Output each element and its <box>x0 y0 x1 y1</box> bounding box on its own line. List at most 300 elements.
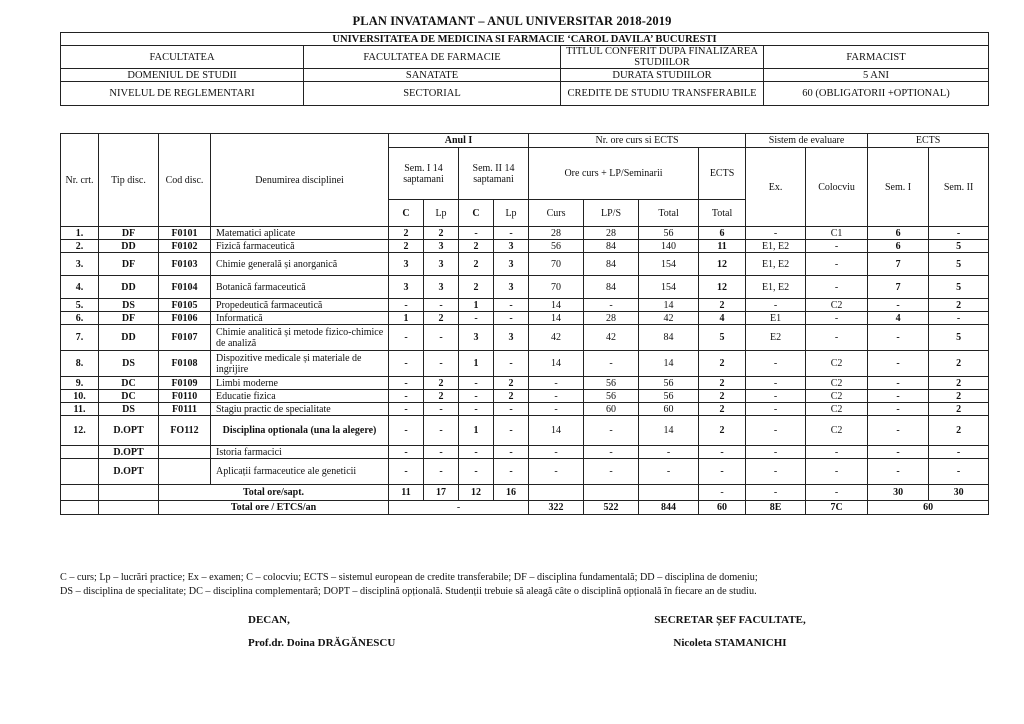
row-ects: 5 <box>699 325 746 351</box>
row-c2: - <box>459 390 494 403</box>
row-cod: F0102 <box>159 240 211 253</box>
row-cod: F0101 <box>159 227 211 240</box>
row-tip: DC <box>99 377 159 390</box>
info-value-duration: 5 ANI <box>764 69 989 82</box>
info-label-title: TITLUL CONFERIT DUPA FINALIZAREA STUDIILOR <box>561 46 764 69</box>
header-lp2: Lp <box>494 200 529 227</box>
row-total: - <box>639 459 699 485</box>
row-lp2: - <box>494 459 529 485</box>
row-ex: - <box>746 403 806 416</box>
secretary-name: Nicoleta STAMANICHI <box>673 637 787 649</box>
row-total: 154 <box>639 276 699 299</box>
row-cod: F0110 <box>159 390 211 403</box>
row-colocviu: C2 <box>806 299 868 312</box>
row-tip: D.OPT <box>99 416 159 446</box>
total-year-label: Total ore / ETCS/an <box>159 501 389 515</box>
total-year-total: 844 <box>639 501 699 515</box>
row-c2: 2 <box>459 240 494 253</box>
row-nr: 3. <box>61 253 99 276</box>
document-title: PLAN INVATAMANT – ANUL UNIVERSITAR 2018-2019 <box>352 14 672 28</box>
header-cod: Cod disc. <box>159 134 211 227</box>
row-ects-sem1: - <box>868 446 929 459</box>
row-total: 14 <box>639 351 699 377</box>
row-lps: 28 <box>584 227 639 240</box>
table-row <box>61 446 989 459</box>
row-lp2: 3 <box>494 253 529 276</box>
table-row <box>61 325 989 351</box>
row-lp2: 3 <box>494 276 529 299</box>
row-tip: DF <box>99 227 159 240</box>
row-tip: D.OPT <box>99 459 159 485</box>
university-name: UNIVERSITATEA DE MEDICINA SI FARMACIE ‘CAROL DAVILA’ BUCURESTI <box>61 33 989 46</box>
row-curs: - <box>529 403 584 416</box>
row-ects-sem1: 6 <box>868 240 929 253</box>
row-tip: D.OPT <box>99 446 159 459</box>
row-ects-sem1: - <box>868 459 929 485</box>
header-ects-sem1: Sem. I <box>868 148 929 227</box>
row-c1: - <box>389 377 424 390</box>
row-denumire: Istoria farmacici <box>211 446 389 459</box>
row-total: 14 <box>639 416 699 446</box>
total-year-empty <box>99 501 159 515</box>
row-colocviu: - <box>806 446 868 459</box>
header-curs: Curs <box>529 200 584 227</box>
row-denumire: Limbi moderne <box>211 377 389 390</box>
row-lp2: - <box>494 416 529 446</box>
table-row <box>61 390 989 403</box>
row-cod: F0108 <box>159 351 211 377</box>
row-nr: 7. <box>61 325 99 351</box>
row-ects-sem2: 2 <box>929 390 989 403</box>
row-cod: F0105 <box>159 299 211 312</box>
row-ex: - <box>746 227 806 240</box>
row-lp1: - <box>424 403 459 416</box>
header-ects-group: ECTS <box>868 134 989 148</box>
total-year-col: 7C <box>806 501 868 515</box>
row-curs: - <box>529 446 584 459</box>
info-label-credits: CREDITE DE STUDIU TRANSFERABILE <box>561 82 764 106</box>
row-c1: 1 <box>389 312 424 325</box>
row-total: - <box>639 446 699 459</box>
total-week-lp2: 16 <box>494 485 529 501</box>
row-tip: DS <box>99 299 159 312</box>
total-week-lps <box>584 485 639 501</box>
row-c1: 3 <box>389 253 424 276</box>
row-colocviu: - <box>806 325 868 351</box>
row-ex: - <box>746 446 806 459</box>
row-ects-sem1: - <box>868 403 929 416</box>
dean-role: DECAN, <box>248 614 290 626</box>
info-label-level: NIVELUL DE REGLEMENTARI <box>61 82 304 106</box>
row-colocviu: C2 <box>806 416 868 446</box>
total-year-anul: - <box>389 501 529 515</box>
row-denumire: Propedeutică farmaceutică <box>211 299 389 312</box>
row-tip: DC <box>99 390 159 403</box>
row-cod: FO112 <box>159 416 211 446</box>
row-curs: - <box>529 377 584 390</box>
header-anul: Anul I <box>389 134 529 148</box>
row-lps: 84 <box>584 253 639 276</box>
row-c2: 1 <box>459 351 494 377</box>
table-row <box>61 299 989 312</box>
row-total: 56 <box>639 227 699 240</box>
row-denumire: Dispozitive medicale și materiale de ingrijire <box>211 351 389 377</box>
row-ects: 12 <box>699 253 746 276</box>
row-ects-sem1: - <box>868 377 929 390</box>
table-row <box>61 403 989 416</box>
row-ects-sem1: 4 <box>868 312 929 325</box>
row-ects-sem2: - <box>929 312 989 325</box>
header-ore-curs: Ore curs + LP/Seminarii <box>529 148 699 200</box>
row-denumire: Disciplina optionala (una la alegere) <box>211 416 389 446</box>
row-ects: 2 <box>699 377 746 390</box>
row-ects-sem2: 2 <box>929 299 989 312</box>
row-lps: 56 <box>584 390 639 403</box>
row-ects: 2 <box>699 351 746 377</box>
row-ects-sem1: - <box>868 325 929 351</box>
total-year-ects: 60 <box>699 501 746 515</box>
info-table <box>60 32 989 106</box>
row-lps: - <box>584 351 639 377</box>
row-ex: - <box>746 459 806 485</box>
legend-line-1: C – curs; Lp – lucrări practice; Ex – examen; C – colocviu; ECTS – sistemul european de credite transferabile; DF – disciplina fundamentală; DD – disciplina de domeniu; <box>60 572 758 583</box>
row-cod: F0107 <box>159 325 211 351</box>
row-tip: DS <box>99 351 159 377</box>
table-row <box>61 276 989 299</box>
row-denumire: Chimie generală și anorganică <box>211 253 389 276</box>
total-week-lp1: 17 <box>424 485 459 501</box>
row-lp1: 2 <box>424 312 459 325</box>
row-total: 140 <box>639 240 699 253</box>
row-c1: 2 <box>389 240 424 253</box>
curriculum-table <box>60 133 989 515</box>
row-total: 56 <box>639 377 699 390</box>
row-lp1: - <box>424 351 459 377</box>
table-row <box>61 377 989 390</box>
row-ects-sem1: 6 <box>868 227 929 240</box>
row-ects-sem2: - <box>929 227 989 240</box>
row-colocviu: C2 <box>806 390 868 403</box>
row-nr: 6. <box>61 312 99 325</box>
row-tip: DD <box>99 240 159 253</box>
row-cod: F0103 <box>159 253 211 276</box>
row-c2: - <box>459 377 494 390</box>
row-ex: E1, E2 <box>746 240 806 253</box>
total-year-empty <box>61 501 99 515</box>
header-nr-ore: Nr. ore curs si ECTS <box>529 134 746 148</box>
row-lps: - <box>584 459 639 485</box>
row-colocviu: C2 <box>806 377 868 390</box>
table-row <box>61 240 989 253</box>
row-c2: 2 <box>459 276 494 299</box>
row-lps: 42 <box>584 325 639 351</box>
row-ects-sem2: 5 <box>929 325 989 351</box>
row-nr: 10. <box>61 390 99 403</box>
row-lps: - <box>584 416 639 446</box>
row-colocviu: - <box>806 240 868 253</box>
row-ects: - <box>699 459 746 485</box>
row-c1: - <box>389 325 424 351</box>
row-colocviu: C1 <box>806 227 868 240</box>
row-ects-sem2: 2 <box>929 377 989 390</box>
header-sem2: Sem. II 14 saptamani <box>459 148 529 200</box>
row-ects-sem1: 7 <box>868 253 929 276</box>
row-ects: 4 <box>699 312 746 325</box>
table-row <box>61 416 989 446</box>
row-denumire: Chimie analitică și metode fizico-chimice de analiză <box>211 325 389 351</box>
row-denumire: Stagiu practic de specialitate <box>211 403 389 416</box>
row-nr: 8. <box>61 351 99 377</box>
row-colocviu: - <box>806 459 868 485</box>
row-c1: - <box>389 416 424 446</box>
info-value-credits: 60 (OBLIGATORII +OPTIONAL) <box>764 82 989 106</box>
row-ects-sem2: 5 <box>929 253 989 276</box>
row-ects: 11 <box>699 240 746 253</box>
row-c1: 2 <box>389 227 424 240</box>
row-lp1: 2 <box>424 390 459 403</box>
row-lp1: 3 <box>424 253 459 276</box>
row-ects-sem2: 2 <box>929 351 989 377</box>
row-cod: F0104 <box>159 276 211 299</box>
row-colocviu: C2 <box>806 351 868 377</box>
row-curs: 70 <box>529 276 584 299</box>
total-week-empty <box>61 485 99 501</box>
row-lp2: - <box>494 227 529 240</box>
row-nr: 2. <box>61 240 99 253</box>
row-lps: 84 <box>584 276 639 299</box>
row-cod <box>159 459 211 485</box>
row-ects-sem2: - <box>929 459 989 485</box>
row-total: 14 <box>639 299 699 312</box>
row-denumire: Matematici aplicate <box>211 227 389 240</box>
row-curs: - <box>529 390 584 403</box>
row-curs: - <box>529 459 584 485</box>
row-ex: - <box>746 416 806 446</box>
header-ects-sem2: Sem. II <box>929 148 989 227</box>
info-label-faculty: FACULTATEA <box>61 46 304 69</box>
legend-line-2: DS – disciplina de specialitate; DC – disciplina complementară; DOPT – disciplină opțională. Studenții trebuie să aleagă câte o disciplină opțională în fiecare an de studiu. <box>60 586 757 597</box>
row-ex: E1, E2 <box>746 253 806 276</box>
row-lp2: 2 <box>494 377 529 390</box>
row-ex: - <box>746 299 806 312</box>
row-lp2: 3 <box>494 240 529 253</box>
row-lps: 28 <box>584 312 639 325</box>
row-lp2: - <box>494 403 529 416</box>
row-ects: 6 <box>699 227 746 240</box>
row-c1: - <box>389 446 424 459</box>
table-row <box>61 312 989 325</box>
row-tip: DF <box>99 312 159 325</box>
table-row <box>61 351 989 377</box>
row-curs: 14 <box>529 351 584 377</box>
header-sem1: Sem. I 14 saptamani <box>389 148 459 200</box>
row-c2: 3 <box>459 325 494 351</box>
table-row <box>61 253 989 276</box>
row-lp1: 3 <box>424 276 459 299</box>
row-c1: 3 <box>389 276 424 299</box>
header-ex: Ex. <box>746 148 806 227</box>
row-curs: 28 <box>529 227 584 240</box>
total-week-total <box>639 485 699 501</box>
header-denumire: Denumirea disciplinei <box>211 134 389 227</box>
row-curs: 14 <box>529 312 584 325</box>
row-nr: 4. <box>61 276 99 299</box>
row-cod: F0111 <box>159 403 211 416</box>
header-lp1: Lp <box>424 200 459 227</box>
row-ects: 2 <box>699 299 746 312</box>
row-denumire: Informatică <box>211 312 389 325</box>
table-row <box>61 227 989 240</box>
row-c2: - <box>459 403 494 416</box>
row-ects: 2 <box>699 416 746 446</box>
row-lp2: - <box>494 446 529 459</box>
row-nr: 9. <box>61 377 99 390</box>
row-cod: F0109 <box>159 377 211 390</box>
row-total: 154 <box>639 253 699 276</box>
row-cod <box>159 446 211 459</box>
row-lp1: - <box>424 416 459 446</box>
row-ects: - <box>699 446 746 459</box>
row-ects-sem1: - <box>868 351 929 377</box>
row-ects: 2 <box>699 390 746 403</box>
info-value-level: SECTORIAL <box>304 82 561 106</box>
row-nr: 5. <box>61 299 99 312</box>
row-cod: F0106 <box>159 312 211 325</box>
row-ects-sem2: 5 <box>929 276 989 299</box>
row-lp1: 3 <box>424 240 459 253</box>
header-total: Total <box>639 200 699 227</box>
row-lp2: - <box>494 299 529 312</box>
row-curs: 42 <box>529 325 584 351</box>
row-nr: 12. <box>61 416 99 446</box>
row-lp2: - <box>494 312 529 325</box>
row-ex: E1 <box>746 312 806 325</box>
row-denumire: Educatie fizica <box>211 390 389 403</box>
row-lp1: 2 <box>424 377 459 390</box>
row-denumire: Fizică farmaceutică <box>211 240 389 253</box>
header-lps: LP/S <box>584 200 639 227</box>
row-ects-sem1: - <box>868 416 929 446</box>
row-total: 84 <box>639 325 699 351</box>
secretary-role: SECRETAR ȘEF FACULTATE, <box>654 614 806 626</box>
row-lps: - <box>584 446 639 459</box>
row-ects-sem2: - <box>929 446 989 459</box>
row-ex: - <box>746 390 806 403</box>
row-lps: 60 <box>584 403 639 416</box>
row-ects: 2 <box>699 403 746 416</box>
row-c2: - <box>459 446 494 459</box>
row-curs: 14 <box>529 299 584 312</box>
total-week-ex: - <box>746 485 806 501</box>
row-ects-sem2: 2 <box>929 416 989 446</box>
row-ects-sem1: - <box>868 390 929 403</box>
header-ects: ECTS <box>699 148 746 200</box>
total-week-ects: - <box>699 485 746 501</box>
header-c1: C <box>389 200 424 227</box>
dean-name: Prof.dr. Doina DRĂGĂNESCU <box>248 637 396 649</box>
row-lp1: - <box>424 325 459 351</box>
row-total: 60 <box>639 403 699 416</box>
total-week-s1: 30 <box>868 485 929 501</box>
row-c1: - <box>389 459 424 485</box>
row-colocviu: - <box>806 253 868 276</box>
total-year-sem: 60 <box>868 501 989 515</box>
row-c1: - <box>389 403 424 416</box>
row-colocviu: - <box>806 276 868 299</box>
row-c2: 2 <box>459 253 494 276</box>
row-colocviu: - <box>806 312 868 325</box>
row-curs: 56 <box>529 240 584 253</box>
total-week-curs <box>529 485 584 501</box>
row-c1: - <box>389 351 424 377</box>
total-year-ex: 8E <box>746 501 806 515</box>
header-sistem: Sistem de evaluare <box>746 134 868 148</box>
row-nr <box>61 459 99 485</box>
row-c2: 1 <box>459 299 494 312</box>
row-c2: - <box>459 227 494 240</box>
total-week-c2: 12 <box>459 485 494 501</box>
total-week-col: - <box>806 485 868 501</box>
row-nr: 11. <box>61 403 99 416</box>
total-week-c1: 11 <box>389 485 424 501</box>
row-ects: 12 <box>699 276 746 299</box>
row-tip: DF <box>99 253 159 276</box>
row-curs: 70 <box>529 253 584 276</box>
total-week-empty <box>99 485 159 501</box>
row-lps: 56 <box>584 377 639 390</box>
info-value-domain: SANATATE <box>304 69 561 82</box>
row-lp1: - <box>424 446 459 459</box>
total-week-label: Total ore/sapt. <box>159 485 389 501</box>
legend <box>60 571 1000 599</box>
row-lp2: 3 <box>494 325 529 351</box>
info-label-domain: DOMENIUL DE STUDII <box>61 69 304 82</box>
row-lp1: - <box>424 299 459 312</box>
row-ects-sem1: - <box>868 299 929 312</box>
row-lp1: 2 <box>424 227 459 240</box>
row-colocviu: C2 <box>806 403 868 416</box>
row-total: 42 <box>639 312 699 325</box>
header-c2: C <box>459 200 494 227</box>
row-ects-sem2: 5 <box>929 240 989 253</box>
row-denumire: Botanică farmaceutică <box>211 276 389 299</box>
row-lp1: - <box>424 459 459 485</box>
row-c2: 1 <box>459 416 494 446</box>
row-ects-sem2: 2 <box>929 403 989 416</box>
row-total: 56 <box>639 390 699 403</box>
row-ex: - <box>746 351 806 377</box>
row-c1: - <box>389 390 424 403</box>
row-ex: - <box>746 377 806 390</box>
info-value-faculty: FACULTATEA DE FARMACIE <box>304 46 561 69</box>
row-tip: DD <box>99 276 159 299</box>
row-lp2: - <box>494 351 529 377</box>
header-colocviu: Colocviu <box>806 148 868 227</box>
row-ex: E2 <box>746 325 806 351</box>
total-year-lps: 522 <box>584 501 639 515</box>
row-c1: - <box>389 299 424 312</box>
total-year-curs: 322 <box>529 501 584 515</box>
row-nr: 1. <box>61 227 99 240</box>
total-week-s2: 30 <box>929 485 989 501</box>
row-ects-sem1: 7 <box>868 276 929 299</box>
info-label-duration: DURATA STUDIILOR <box>561 69 764 82</box>
header-ects-total: Total <box>699 200 746 227</box>
row-c2: - <box>459 459 494 485</box>
row-lps: 84 <box>584 240 639 253</box>
row-lp2: 2 <box>494 390 529 403</box>
row-curs: 14 <box>529 416 584 446</box>
